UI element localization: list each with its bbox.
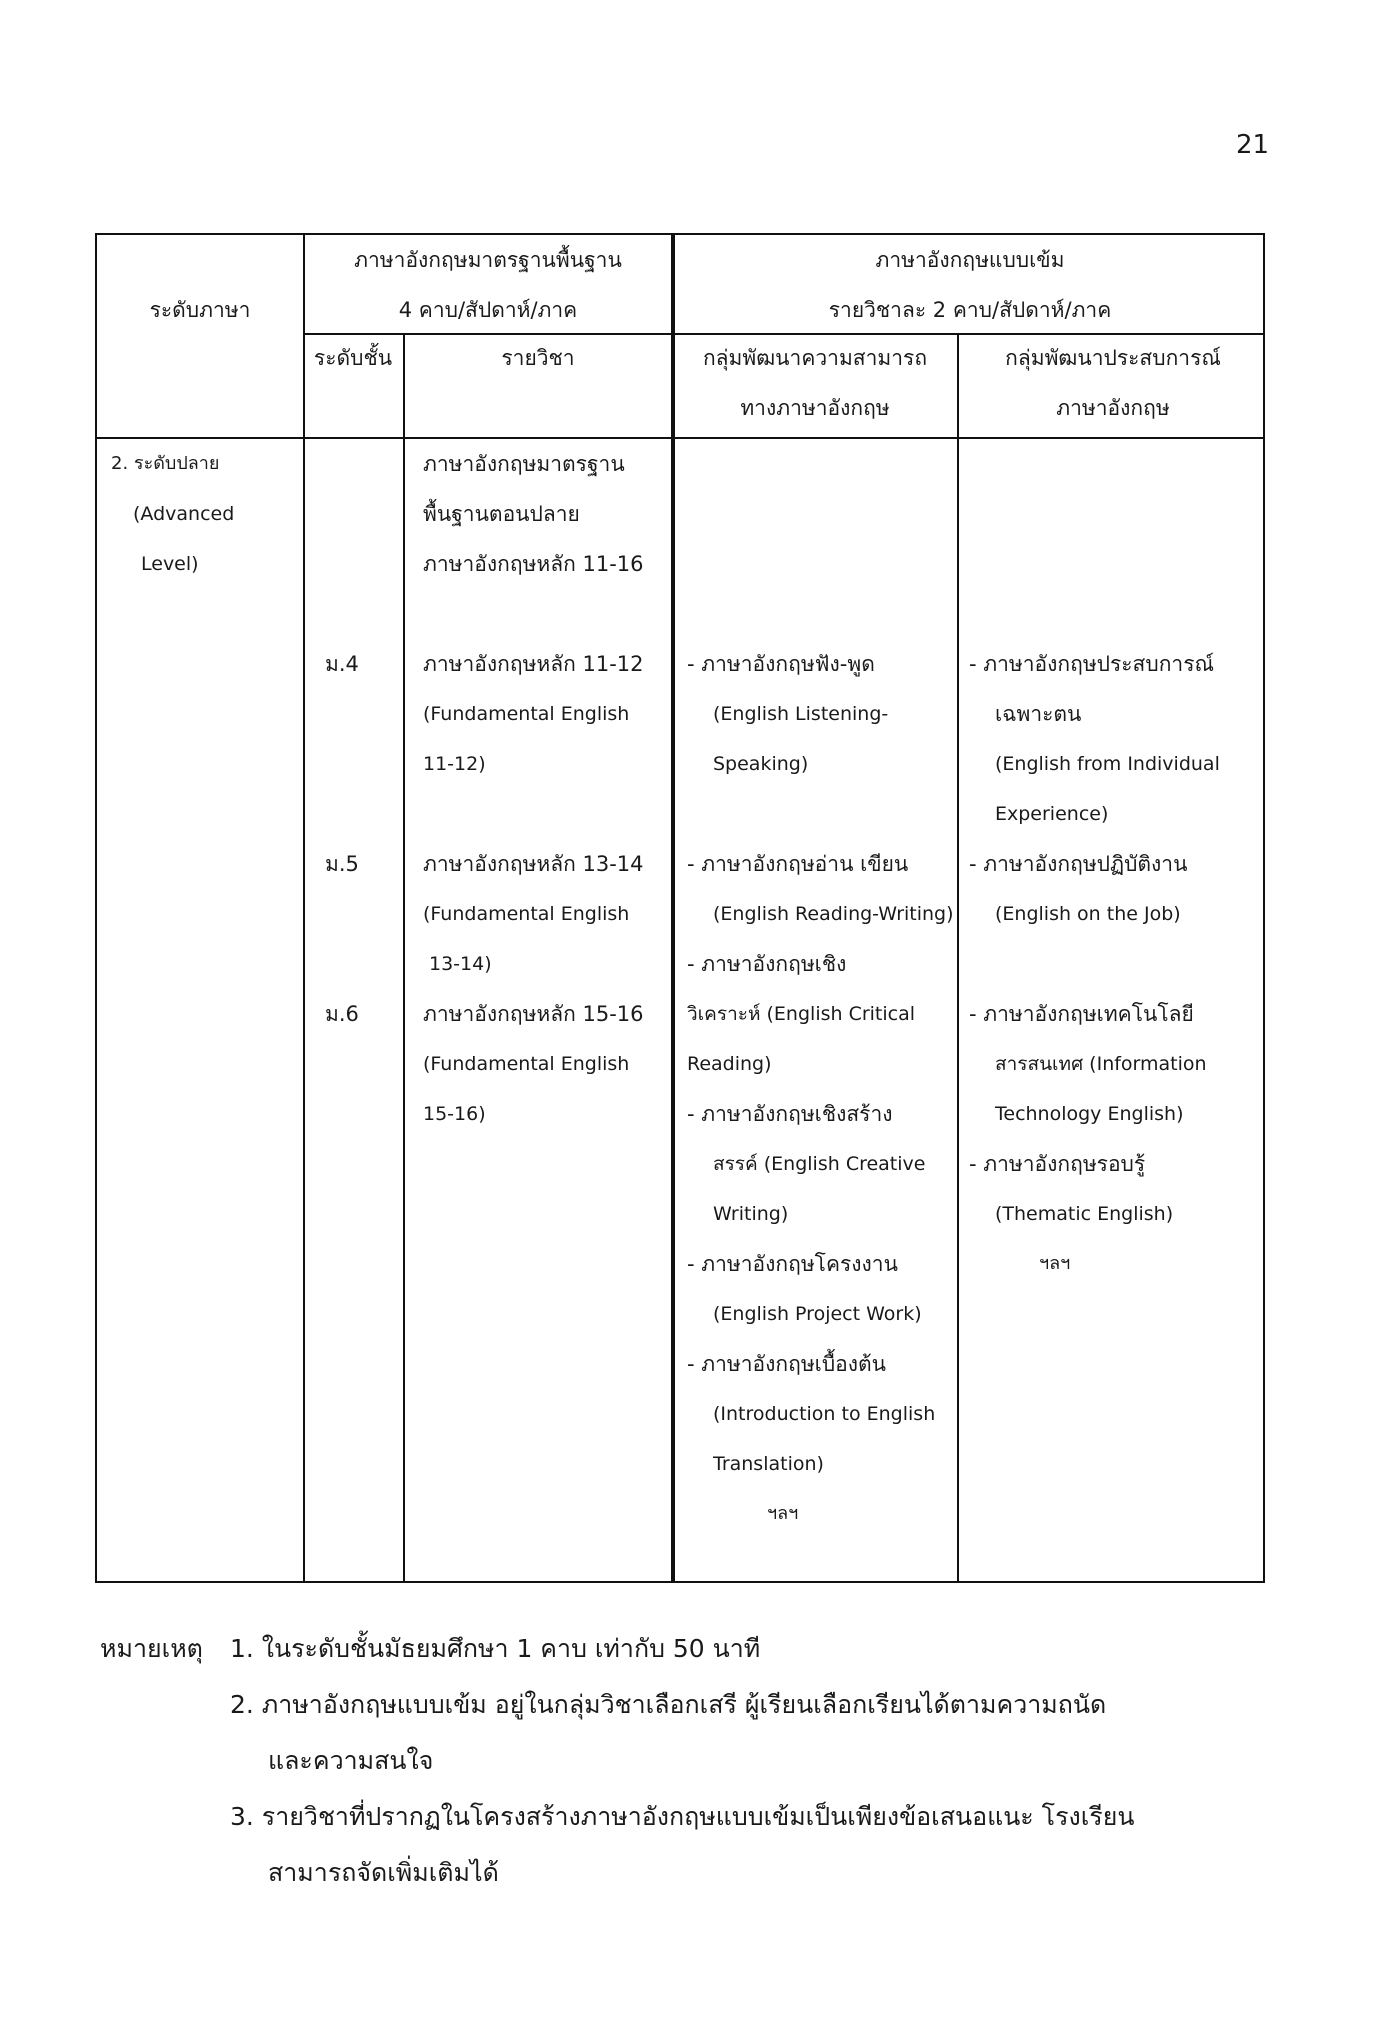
ability-line: ฯลฯ bbox=[767, 1503, 799, 1524]
ability-line: - ภาษาอังกฤษเชิงสร้าง bbox=[687, 1102, 893, 1126]
row-divider bbox=[97, 437, 1263, 439]
page-number: 21 bbox=[1236, 130, 1270, 160]
grade-label: ม.4 bbox=[325, 652, 359, 676]
experience-line: - ภาษาอังกฤษรอบรู้ bbox=[969, 1152, 1146, 1176]
grade-subject bbox=[423, 639, 644, 789]
subject-line: 11-12) bbox=[423, 753, 486, 775]
experience-line: (English on the Job) bbox=[995, 903, 1181, 925]
level-line: (Advanced bbox=[133, 503, 235, 525]
experience-line: (Thematic English) bbox=[995, 1203, 1174, 1225]
experience-line: (English from Individual bbox=[995, 753, 1220, 775]
grade-subject bbox=[423, 839, 644, 989]
header-subject: รายวิชา bbox=[501, 346, 575, 370]
subject-line: (Fundamental English bbox=[423, 703, 630, 725]
note-item: 2. ภาษาอังกฤษแบบเข้ม อยู่ในกลุ่มวิชาเลือกเสรี ผู้เรียนเลือกเรียนได้ตามความถนัด bbox=[230, 1690, 1107, 1719]
ability-line: (English Reading-Writing) bbox=[713, 903, 954, 925]
subject-line: 15-16) bbox=[423, 1103, 486, 1125]
experience-line: - ภาษาอังกฤษเทคโนโลยี bbox=[969, 1002, 1194, 1026]
note-item: 1. ในระดับชั้นมัธยมศึกษา 1 คาบ เท่ากับ 50 นาที bbox=[230, 1634, 761, 1663]
ability-list bbox=[687, 639, 953, 1539]
intro-subject bbox=[423, 439, 644, 589]
ability-line: - ภาษาอังกฤษอ่าน เขียน bbox=[687, 852, 909, 876]
note-item: 3. รายวิชาที่ปรากฏในโครงสร้างภาษาอังกฤษแบบเข้มเป็นเพียงข้อเสนอแนะ โรงเรียน bbox=[230, 1802, 1135, 1831]
experience-line: - ภาษาอังกฤษปฏิบัติงาน bbox=[969, 852, 1188, 876]
header-grade: ระดับชั้น bbox=[313, 346, 393, 370]
ability-line: Reading) bbox=[687, 1053, 772, 1075]
experience-line: - ภาษาอังกฤษประสบการณ์ bbox=[969, 652, 1214, 676]
subject-line: (Fundamental English bbox=[423, 903, 630, 925]
ability-line: Speaking) bbox=[713, 753, 809, 775]
subject-line: ภาษาอังกฤษหลัก 11-12 bbox=[423, 652, 644, 676]
ability-line: (English Project Work) bbox=[713, 1303, 922, 1325]
header-level: ระดับภาษา bbox=[149, 298, 251, 322]
subject-line: (Fundamental English bbox=[423, 1053, 630, 1075]
header-intensive-title: ภาษาอังกฤษแบบเข้ม bbox=[875, 248, 1065, 272]
header-basic-hours: 4 คาบ/สัปดาห์/ภาค bbox=[398, 298, 578, 322]
header-ability-line: ทางภาษาอังกฤษ bbox=[740, 396, 890, 420]
ability-line: - ภาษาอังกฤษเชิง bbox=[687, 952, 847, 976]
experience-line bbox=[969, 939, 1263, 989]
level-line: 2. ระดับปลาย bbox=[111, 453, 220, 474]
subject-line: ภาษาอังกฤษหลัก 11-16 bbox=[423, 552, 644, 576]
ability-line: Translation) bbox=[713, 1453, 824, 1475]
header-ability-line: กลุ่มพัฒนาความสามารถ bbox=[702, 346, 928, 370]
ability-line: - ภาษาอังกฤษฟัง-พูด bbox=[687, 652, 875, 676]
header-basic-title: ภาษาอังกฤษมาตรฐานพื้นฐาน bbox=[354, 248, 622, 272]
experience-line: Experience) bbox=[995, 803, 1109, 825]
ability-line: (Introduction to English bbox=[713, 1403, 936, 1425]
curriculum-table bbox=[95, 233, 1265, 1583]
notes-label: หมายเหตุ bbox=[100, 1634, 203, 1663]
subject-line: พื้นฐานตอนปลาย bbox=[423, 502, 580, 526]
subject-line: 13-14) bbox=[429, 953, 492, 975]
ability-line: สรรค์ (English Creative bbox=[713, 1153, 926, 1175]
experience-line: Technology English) bbox=[995, 1103, 1184, 1125]
grade-label: ม.6 bbox=[325, 1002, 359, 1026]
header-experience-line: กลุ่มพัฒนาประสบการณ์ bbox=[1005, 346, 1221, 370]
ability-line: Writing) bbox=[713, 1203, 789, 1225]
note-item: สามารถจัดเพิ่มเติมได้ bbox=[268, 1858, 499, 1887]
header-experience-line: ภาษาอังกฤษ bbox=[1056, 396, 1170, 420]
ability-line bbox=[687, 789, 953, 839]
header-ability bbox=[673, 333, 957, 433]
subject-line: ภาษาอังกฤษมาตรฐาน bbox=[423, 452, 625, 476]
ability-line: (English Listening- bbox=[713, 703, 889, 725]
col-divider bbox=[403, 333, 405, 1581]
ability-line: - ภาษาอังกฤษเบื้องต้น bbox=[687, 1352, 887, 1376]
subject-line: ภาษาอังกฤษหลัก 15-16 bbox=[423, 1002, 644, 1026]
note-item: และความสนใจ bbox=[268, 1746, 434, 1775]
experience-line: สารสนเทศ (Information bbox=[995, 1053, 1207, 1075]
experience-line: เฉพาะตน bbox=[995, 702, 1082, 726]
level-line: Level) bbox=[141, 553, 199, 575]
level-cell bbox=[111, 439, 234, 589]
ability-line: - ภาษาอังกฤษโครงงาน bbox=[687, 1252, 898, 1276]
grade-subject bbox=[423, 989, 644, 1139]
col-divider bbox=[957, 333, 959, 1581]
header-intensive-hours: รายวิชาละ 2 คาบ/สัปดาห์/ภาค bbox=[828, 298, 1112, 322]
header-experience bbox=[959, 333, 1267, 433]
experience-list bbox=[969, 639, 1263, 1289]
ability-line: วิเคราะห์ (English Critical bbox=[687, 1003, 916, 1025]
subject-line: ภาษาอังกฤษหลัก 13-14 bbox=[423, 852, 644, 876]
experience-line: ฯลฯ bbox=[1039, 1253, 1071, 1274]
grade-label: ม.5 bbox=[325, 852, 359, 876]
